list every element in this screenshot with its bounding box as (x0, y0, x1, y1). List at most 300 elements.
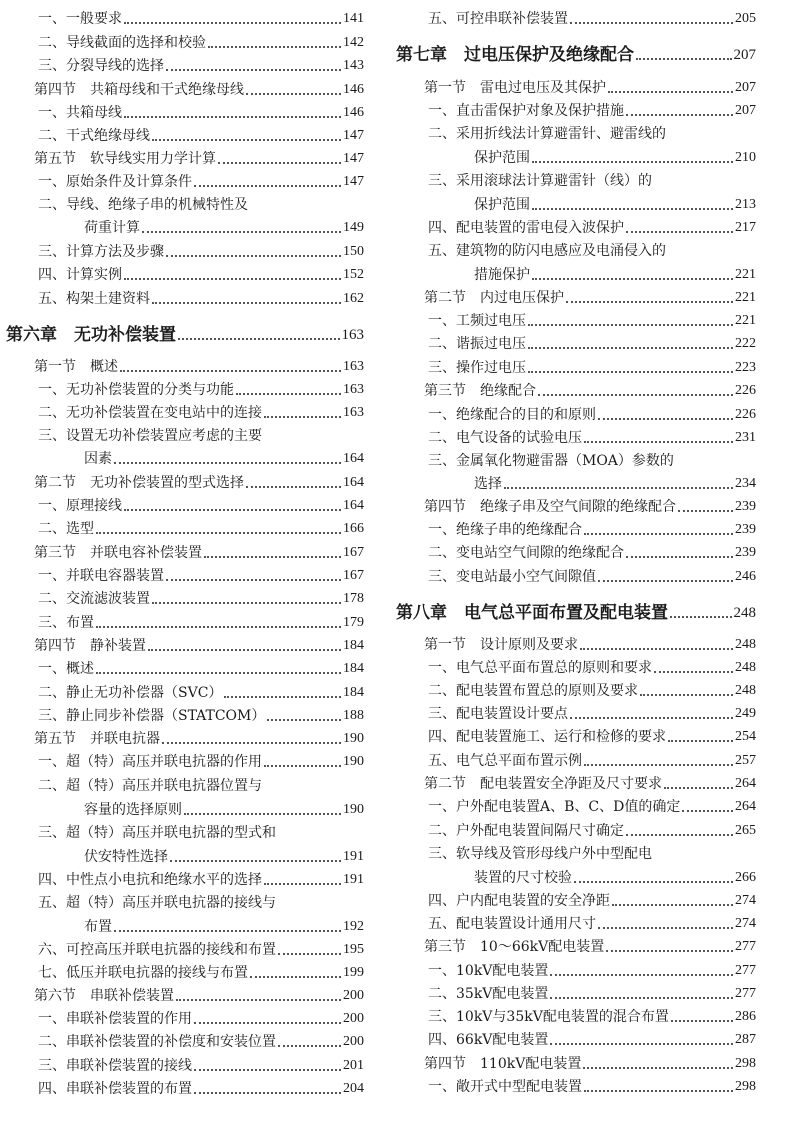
toc-entry-title: 三、计算方法及步骤 (38, 244, 164, 260)
toc-item-continued (6, 841, 364, 865)
dot-leader (528, 324, 733, 326)
toc-entry-title: 第一节 设计原则及要求 (424, 637, 578, 653)
toc-entry-title: 第三节 10～66kV配电装置 (424, 939, 605, 955)
toc-page-number: 239 (735, 522, 756, 537)
dot-leader (96, 626, 341, 628)
dot-leader (584, 441, 733, 443)
toc-item (6, 420, 364, 444)
toc-page-number: 190 (343, 802, 364, 817)
toc-page-number: 246 (735, 569, 756, 584)
toc-page-number: 207 (733, 47, 756, 63)
toc-page-number: 226 (735, 407, 756, 422)
dot-leader (570, 717, 733, 719)
dot-leader (120, 370, 341, 372)
toc-section (6, 537, 364, 561)
toc-item (396, 838, 756, 862)
toc-page-number: 248 (733, 605, 756, 621)
dot-leader (670, 616, 732, 618)
toc-entry-title: 第五节 软导线实用力学计算 (34, 151, 216, 167)
dot-leader (640, 694, 733, 696)
toc-page-number: 239 (735, 499, 756, 514)
toc-page-number: 163 (343, 405, 364, 420)
toc-item (396, 652, 756, 676)
toc-page-number: 257 (735, 753, 756, 768)
dot-leader (682, 810, 733, 812)
toc-entry-title: 五、超（特）高压并联电抗器的接线与 (38, 895, 276, 911)
toc-entry-title: 二、变电站空气间隙的绝缘配合 (428, 545, 624, 561)
toc-entry-title: 一、工频过电压 (428, 313, 526, 329)
toc-page-number: 164 (343, 451, 364, 466)
toc-item (6, 864, 364, 888)
toc-item-continued (396, 189, 756, 213)
toc-page-number: 184 (343, 685, 364, 700)
toc-entry-title: 一、串联补偿装置的作用 (38, 1011, 192, 1027)
toc-item (396, 422, 756, 446)
toc-entry-title: 第四节 110kV配电装置 (424, 1056, 582, 1072)
dot-leader (170, 860, 341, 862)
toc-entry-title: 二、超（特）高压并联电抗器位置与 (38, 778, 262, 794)
toc-page-number: 167 (343, 568, 364, 583)
toc-entry-title: 第一节 概述 (34, 359, 118, 375)
toc-page-number: 188 (343, 708, 364, 723)
toc-entry-title: 二、无功补偿装置在变电站中的连接 (38, 405, 262, 421)
dot-leader (678, 510, 733, 512)
toc-entry-title: 三、串联补偿装置的接线 (38, 1058, 192, 1074)
toc-page-number: 150 (343, 244, 364, 259)
dot-leader (246, 93, 341, 95)
toc-entry-title: 二、交流滤波装置 (38, 591, 150, 607)
toc-item (396, 815, 756, 839)
dot-leader (664, 787, 733, 789)
dot-leader (264, 765, 341, 767)
toc-entry-title: 第四节 共箱母线和干式绝缘母线 (34, 82, 244, 98)
toc-entry-title: 四、串联补偿装置的布置 (38, 1081, 192, 1097)
toc-entry-title: 措施保护 (474, 267, 530, 283)
toc-entry-title: 一、绝缘子串的绝缘配合 (428, 522, 582, 538)
toc-section (6, 351, 364, 375)
toc-page-number: 217 (735, 220, 756, 235)
toc-entry-title: 三、分裂导线的选择 (38, 58, 164, 74)
toc-item (6, 607, 364, 631)
dot-leader (224, 696, 341, 698)
toc-entry-title: 三、变电站最小空气间隙值 (428, 569, 596, 585)
toc-entry-title: 一、电气总平面布置总的原则和要求 (428, 660, 652, 676)
toc-page-number: 265 (735, 823, 756, 838)
toc-item (6, 583, 364, 607)
toc-page-number: 163 (343, 359, 364, 374)
toc-entry-title: 保护范围 (474, 197, 530, 213)
dot-leader (114, 930, 341, 932)
toc-item (396, 721, 756, 745)
dot-leader (208, 46, 341, 48)
dot-leader (96, 532, 341, 534)
toc-item (396, 1024, 756, 1048)
dot-leader (124, 509, 341, 511)
toc-entry-title: 三、设置无功补偿装置应考虑的主要 (38, 428, 262, 444)
toc-item (6, 27, 364, 51)
dot-leader (550, 974, 733, 976)
toc-item (6, 236, 364, 260)
toc-item (396, 235, 756, 259)
toc-entry-title: 四、配电装置施工、运行和检修的要求 (428, 729, 666, 745)
toc-item (6, 374, 364, 398)
dot-leader (152, 139, 341, 141)
toc-entry-title: 二、电气设备的试验电压 (428, 430, 582, 446)
dot-leader (550, 1043, 733, 1045)
dot-leader (264, 883, 341, 885)
toc-page-number: 141 (343, 11, 364, 26)
toc-page-number: 223 (735, 360, 756, 375)
toc-page-number: 146 (343, 82, 364, 97)
dot-leader (148, 649, 341, 651)
toc-page-number: 201 (343, 1058, 364, 1073)
toc-entry-title: 五、配电装置设计通用尺寸 (428, 916, 596, 932)
toc-entry-title: 一、一般要求 (38, 11, 122, 27)
toc-entry-title: 四、户内配电装置的安全净距 (428, 893, 610, 909)
dot-leader (532, 161, 733, 163)
toc-page-number: 195 (343, 942, 364, 957)
toc-page-number: 167 (343, 545, 364, 560)
dot-leader (194, 1069, 341, 1071)
toc-item (6, 1003, 364, 1027)
dot-leader (267, 719, 341, 721)
toc-entry-title: 三、采用滚球法计算避雷针（线）的 (428, 173, 652, 189)
toc-chapter (6, 317, 364, 343)
toc-page-number: 191 (343, 872, 364, 887)
dot-leader (584, 764, 733, 766)
toc-item (6, 397, 364, 421)
toc-entry-title: 二、串联补偿装置的补偿度和安装位置 (38, 1034, 276, 1050)
toc-page-number: 192 (343, 919, 364, 934)
toc-entry-title: 第四节 静补装置 (34, 638, 146, 654)
toc-entry-title: 六、可控高压并联电抗器的接线和布置 (38, 942, 276, 958)
toc-item-continued (6, 443, 364, 467)
toc-item (396, 352, 756, 376)
toc-page-number: 191 (343, 849, 364, 864)
toc-item (6, 120, 364, 144)
toc-section (6, 980, 364, 1004)
dot-leader (668, 740, 733, 742)
dot-leader (532, 208, 733, 210)
toc-item-continued (396, 862, 756, 886)
dot-leader (654, 671, 733, 673)
toc-page-number: 178 (343, 591, 364, 606)
toc-entry-title: 一、原理接线 (38, 498, 122, 514)
toc-page-number: 221 (735, 290, 756, 305)
dot-leader (152, 602, 341, 604)
toc-page-number: 205 (735, 11, 756, 26)
toc-entry-title: 一、户外配电装置A、B、C、D值的确定 (428, 799, 681, 815)
toc-entry-title: 三、布置 (38, 615, 94, 631)
dot-leader (532, 278, 733, 280)
toc-page-number: 146 (343, 105, 364, 120)
toc-entry-title: 第三节 并联电容补偿装置 (34, 545, 202, 561)
toc-item (6, 50, 364, 74)
toc-entry-title: 二、干式绝缘母线 (38, 128, 150, 144)
dot-leader (606, 950, 733, 952)
toc-item (396, 305, 756, 329)
toc-page-number: 248 (735, 683, 756, 698)
toc-entry-title: 一、原始条件及计算条件 (38, 174, 192, 190)
toc-entry-title: 一、10kV配电装置 (428, 963, 549, 979)
dot-leader (583, 1067, 733, 1069)
toc-page-number: 274 (735, 893, 756, 908)
toc-item (6, 490, 364, 514)
toc-item (6, 513, 364, 537)
toc-page-number: 231 (735, 430, 756, 445)
toc-item (396, 165, 756, 189)
toc-entry-title: 第二节 无功补偿装置的型式选择 (34, 475, 244, 491)
dot-leader (574, 881, 733, 883)
dot-leader (584, 1090, 733, 1092)
toc-page-number: 184 (343, 661, 364, 676)
toc-entry-title: 第二节 配电装置安全净距及尺寸要求 (424, 776, 662, 792)
dot-leader (626, 834, 733, 836)
toc-page-number: 249 (735, 706, 756, 721)
toc-page-number: 163 (343, 382, 364, 397)
toc-item-continued (6, 794, 364, 818)
toc-item (6, 97, 364, 121)
toc-page-number: 287 (735, 1032, 756, 1047)
toc-section (396, 72, 756, 96)
toc-entry-title: 第七章 过电压保护及绝缘配合 (396, 45, 634, 65)
toc-entry-title: 第一节 雷电过电压及其保护 (424, 80, 606, 96)
toc-item (396, 399, 756, 423)
toc-entry-title: 第六章 无功补偿装置 (6, 325, 176, 345)
toc-item (6, 700, 364, 724)
toc-item-continued (6, 212, 364, 236)
toc-entry-title: 一、并联电容器装置 (38, 568, 164, 584)
toc-entry-title: 一、绝缘配合的目的和原则 (428, 407, 596, 423)
toc-page-number: 298 (735, 1056, 756, 1071)
toc-entry-title: 五、构架土建资料 (38, 291, 150, 307)
toc-entry-title: 二、35kV配电装置 (428, 986, 549, 1002)
dot-leader (538, 394, 733, 396)
toc-entry-title: 第三节 绝缘配合 (424, 383, 536, 399)
toc-item (396, 1001, 756, 1025)
toc-entry-title: 五、建筑物的防闪电感应及电涌侵入的 (428, 243, 666, 259)
dot-leader (166, 255, 341, 257)
dot-leader (218, 162, 341, 164)
dot-leader (152, 302, 341, 304)
toc-item (6, 957, 364, 981)
toc-page-number: 147 (343, 128, 364, 143)
dot-leader (166, 69, 341, 71)
dot-leader (626, 114, 733, 116)
toc-page-number: 200 (343, 1011, 364, 1026)
dot-leader (626, 556, 733, 558)
toc-item (396, 675, 756, 699)
toc-page-number: 221 (735, 267, 756, 282)
toc-entry-title: 一、直击雷保护对象及保护措施 (428, 103, 624, 119)
toc-page-number: 264 (735, 776, 756, 791)
toc-entry-title: 二、户外配电装置间隔尺寸确定 (428, 823, 624, 839)
toc-item (6, 677, 364, 701)
toc-item (396, 908, 756, 932)
toc-page-number: 277 (735, 986, 756, 1001)
toc-item (396, 955, 756, 979)
toc-page-number: 234 (735, 476, 756, 491)
toc-page-number: 166 (343, 521, 364, 536)
toc-item (6, 934, 364, 958)
toc-entry-title: 三、软导线及管形母线户外中型配电 (428, 846, 652, 862)
toc-item (6, 166, 364, 190)
dot-leader (636, 58, 732, 60)
toc-section (396, 768, 756, 792)
toc-entry-title: 一、超（特）高压并联电抗器的作用 (38, 754, 262, 770)
toc-page-number: 266 (735, 870, 756, 885)
toc-entry-title: 第二节 内过电压保护 (424, 290, 564, 306)
toc-page-number: 207 (735, 103, 756, 118)
toc-page-number: 164 (343, 475, 364, 490)
toc-section (396, 1048, 756, 1072)
toc-page-number: 298 (735, 1079, 756, 1094)
toc-section (396, 491, 756, 515)
toc-chapter (396, 37, 756, 63)
toc-entry-title: 容量的选择原则 (84, 802, 182, 818)
dot-leader (598, 418, 733, 420)
toc-page-number: 200 (343, 1034, 364, 1049)
toc-page-number: 149 (343, 220, 364, 235)
toc-entry-title: 二、选型 (38, 521, 94, 537)
toc-page-number: 222 (735, 336, 756, 351)
toc-section (6, 143, 364, 167)
toc-entry-title: 二、采用折线法计算避雷针、避雷线的 (428, 126, 666, 142)
toc-entry-title: 伏安特性选择 (84, 849, 168, 865)
toc-page-number: 221 (735, 313, 756, 328)
toc-entry-title: 一、无功补偿装置的分类与功能 (38, 382, 234, 398)
dot-leader (584, 533, 733, 535)
toc-item (6, 259, 364, 283)
toc-page-number: 264 (735, 799, 756, 814)
toc-page-number: 210 (735, 150, 756, 165)
toc-section (6, 630, 364, 654)
toc-page-number: 277 (735, 939, 756, 954)
dot-leader (194, 1092, 341, 1094)
toc-item (396, 328, 756, 352)
toc-page-number: 190 (343, 754, 364, 769)
toc-entry-title: 保护范围 (474, 150, 530, 166)
toc-item (396, 212, 756, 236)
toc-item (6, 746, 364, 770)
dot-leader (124, 22, 341, 24)
toc-item (396, 514, 756, 538)
dot-leader (598, 580, 733, 582)
toc-item (6, 1050, 364, 1074)
toc-entry-title: 三、金属氧化物避雷器（MOA）参数的 (428, 453, 674, 469)
toc-page-number: 184 (343, 638, 364, 653)
toc-entry-title: 一、共箱母线 (38, 105, 122, 121)
toc-entry-title: 布置 (84, 919, 112, 935)
dot-leader (598, 927, 733, 929)
toc-item (396, 978, 756, 1002)
dot-leader (166, 579, 341, 581)
toc-item (396, 118, 756, 142)
toc-page-number: 179 (343, 615, 364, 630)
toc-section (396, 931, 756, 955)
toc-entry-title: 三、静止同步补偿器（STATCOM） (38, 708, 266, 724)
toc-entry-title: 二、导线截面的选择和校验 (38, 35, 206, 51)
toc-page-number: 286 (735, 1009, 756, 1024)
toc-item (396, 745, 756, 769)
toc-page-number: 190 (343, 731, 364, 746)
dot-leader (96, 672, 341, 674)
toc-entry-title: 第四节 绝缘子串及空气间隙的绝缘配合 (424, 499, 676, 515)
toc-item-continued (396, 468, 756, 492)
toc-item (396, 561, 756, 585)
toc-page-number: 152 (343, 267, 364, 282)
toc-item-continued (396, 259, 756, 283)
dot-leader (612, 904, 733, 906)
toc-section (6, 74, 364, 98)
toc-entry-title: 第六节 串联补偿装置 (34, 988, 174, 1004)
toc-item-continued (6, 911, 364, 935)
toc-item (396, 537, 756, 561)
toc-entry-title: 七、低压并联电抗器的接线与布置 (38, 965, 248, 981)
toc-item (6, 653, 364, 677)
dot-leader (194, 1022, 341, 1024)
dot-leader (278, 953, 341, 955)
toc-item (6, 817, 364, 841)
toc-item (6, 887, 364, 911)
toc-entry-title: 五、电气总平面布置示例 (428, 753, 582, 769)
toc-entry-title: 二、导线、绝缘子串的机械特性及 (38, 197, 248, 213)
dot-leader (246, 486, 341, 488)
toc-entry-title: 一、敞开式中型配电装置 (428, 1079, 582, 1095)
dot-leader (264, 416, 341, 418)
toc-entry-title: 三、配电装置设计要点 (428, 706, 568, 722)
dot-leader (184, 813, 341, 815)
dot-leader (162, 742, 341, 744)
toc-page-number: 239 (735, 545, 756, 560)
toc-section (396, 282, 756, 306)
toc-entry-title: 五、可控串联补偿装置 (428, 11, 568, 27)
dot-leader (250, 976, 341, 978)
dot-leader (580, 648, 733, 650)
toc-item (396, 3, 756, 27)
dot-leader (142, 231, 341, 233)
toc-page-number: 162 (343, 291, 364, 306)
toc-item (396, 95, 756, 119)
dot-leader (671, 1020, 733, 1022)
dot-leader (570, 22, 733, 24)
toc-item (6, 560, 364, 584)
toc-entry-title: 因素 (84, 451, 112, 467)
toc-entry-title: 二、静止无功补偿器（SVC） (38, 685, 223, 701)
toc-page-number: 204 (343, 1081, 364, 1096)
toc-page-number: 147 (343, 151, 364, 166)
toc-page-number: 200 (343, 988, 364, 1003)
toc-page-number: 274 (735, 916, 756, 931)
toc-page-number: 163 (341, 327, 364, 343)
toc-page-number: 164 (343, 498, 364, 513)
toc-entry-title: 装置的尺寸校验 (474, 870, 572, 886)
dot-leader (176, 999, 341, 1001)
toc-item (396, 885, 756, 909)
toc-item (396, 445, 756, 469)
toc-item (396, 1071, 756, 1095)
toc-item (6, 3, 364, 27)
toc-item (6, 283, 364, 307)
toc-entry-title: 三、超（特）高压并联电抗器的型式和 (38, 825, 276, 841)
toc-entry-title: 第五节 并联电抗器 (34, 731, 160, 747)
toc-entry-title: 一、概述 (38, 661, 94, 677)
toc-page-number: 248 (735, 660, 756, 675)
toc-page-number: 143 (343, 58, 364, 73)
toc-entry-title: 二、配电装置布置总的原则及要求 (428, 683, 638, 699)
toc-item (396, 791, 756, 815)
dot-leader (204, 556, 341, 558)
